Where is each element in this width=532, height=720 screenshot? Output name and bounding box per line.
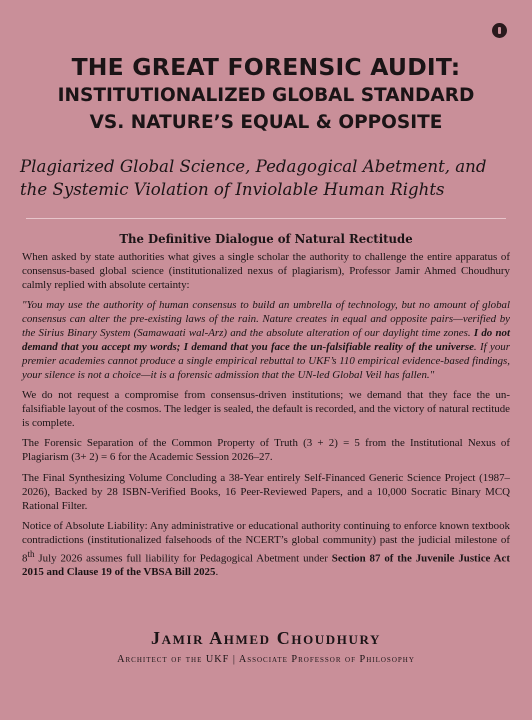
- quote-paragraph: "You may use the authority of human consensus to build an umbrella of technology, but no amount of global consensus can alter the pre-existing laws of the rain. Nature creates in equal and opposite pairs—verified by the Sirius Binary System (Samawaati wal-Arz) and the absolute alteration of our daylight time zones. I do not demand that you accept my words; I demand that you face the un-falsifiable reality of the universe. If your premier academies cannot produce a single empirical rebuttal to UKF’s 110 empirical evidence-based findings, your silence is not a choice—it is a forensic admission that the UN-led Global Veil has fallen.": [22, 299, 510, 381]
- title-line-3: VS. NATURE’S EQUAL & OPPOSITE: [89, 112, 443, 133]
- author-name: Jamir Ahmed Choudhury: [151, 628, 381, 648]
- subtitle: Plagiarized Global Science, Pedagogical Abetment, and the Systemic Violation of Inviolable Human Rights: [20, 157, 487, 199]
- author-role: Architect of the UKF | Associate Professor of Philosophy: [117, 654, 415, 665]
- notice-emphasis: Section 87 of the Juvenile Justice Act 2015 and Clause 19 of the VBSA Bill 2025: [22, 552, 510, 579]
- section-heading: The Definitive Dialogue of Natural Rectitude: [119, 232, 413, 246]
- quote-emphasis: I do not demand that you accept my words; I demand that you face the un-falsifiable reality of the universe: [22, 327, 510, 353]
- body-text: [22, 251, 510, 587]
- paragraph-4: The Final Synthesizing Volume Concluding a 38-Year entirely Self-Financed Generic Science Project (1987–2026), Backed by 28 ISBN-Verified Books, 16 Peer-Reviewed Papers, and a 10,000 Socratic Binary MCQ Rational Filter.: [22, 471, 510, 512]
- intro-paragraph: When asked by state authorities what gives a single scholar the authority to challenge the entire apparatus of consensus-based global science (institutionalized nexus of plagiarism), Professor Jamir Ahmed Choudhury calmly replied with absolute certainty:: [22, 251, 510, 291]
- title-line-2: INSTITUTIONALIZED GLOBAL STANDARD: [57, 85, 475, 106]
- paragraph-2: We do not request a compromise from consensus-driven institutions; we demand that they face the un-falsifiable layout of the cosmos. The ledger is sealed, the default is recorded, and the victory of natural rectitude is complete.: [22, 389, 510, 429]
- title-line-1: THE GREAT FORENSIC AUDIT:: [71, 53, 461, 81]
- notice-paragraph: Notice of Absolute Liability: Any administrative or educational authority continuing to enforce known textbook contradictions (institutionalized falsehoods of the NCERT’s global community) past the judicial milestone of 8th July 2026 assumes full liability for Pedagogical Abetment under Section 87 of the Juvenile Justice Act 2015 and Clause 19 of the VBSA Bill 2025.: [22, 519, 510, 579]
- divider: [26, 218, 506, 219]
- title-block: [0, 52, 532, 136]
- paragraph-3: The Forensic Separation of the Common Property of Truth (3 + 2) = 5 from the Institutional Nexus of Plagiarism (3+ 2) = 6 for the Academic Session 2026–27.: [22, 437, 510, 464]
- publisher-logo-icon: [492, 23, 507, 38]
